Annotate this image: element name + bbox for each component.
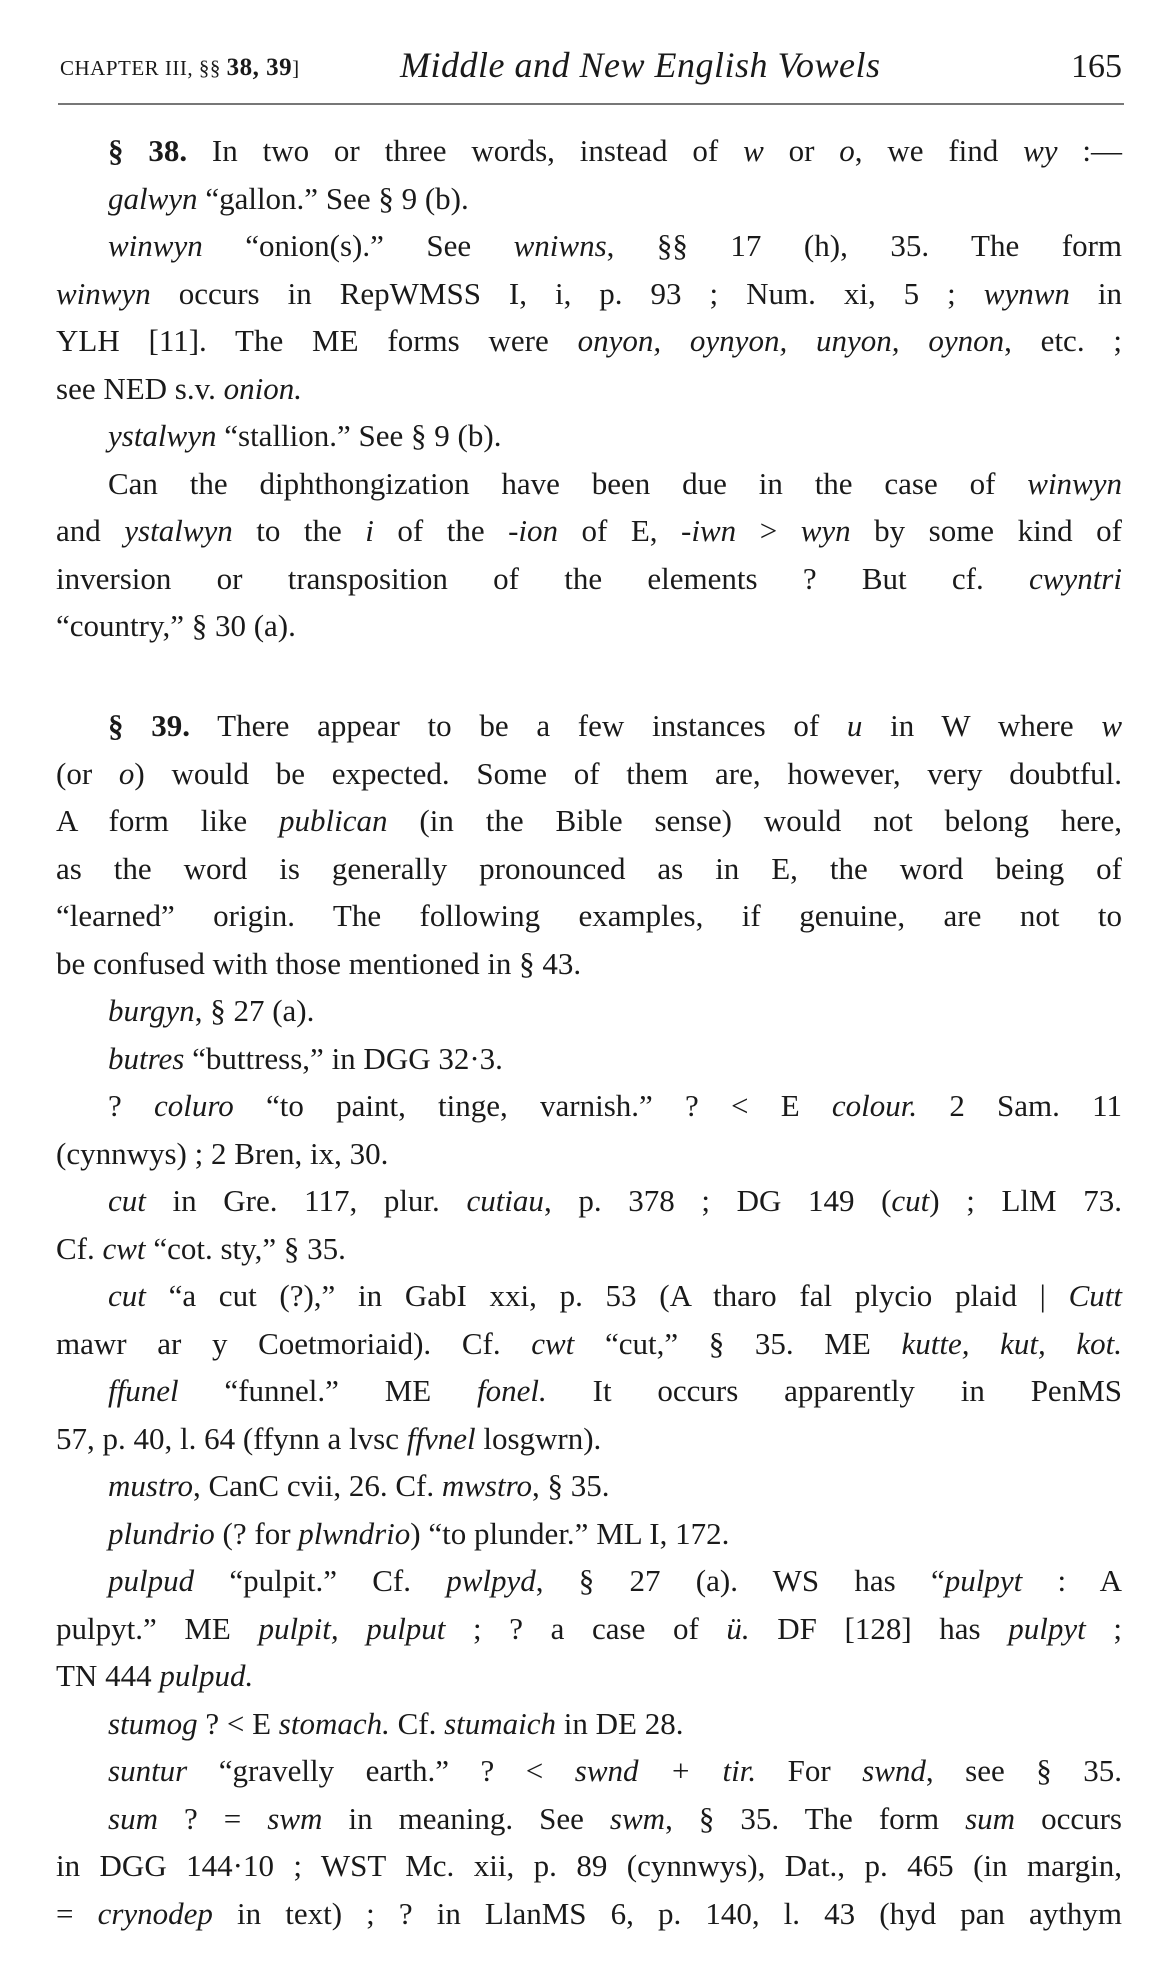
text-run: , see § 35. bbox=[925, 1753, 1122, 1788]
text-line bbox=[56, 365, 1122, 413]
section-mark: § 39. bbox=[108, 708, 190, 743]
section-mark: § 38. bbox=[108, 133, 188, 168]
text-run: “onion(s).” See bbox=[202, 228, 514, 263]
text-run: “buttress,” in DGG 32·3. bbox=[184, 1040, 503, 1076]
italic-term: cwt bbox=[102, 1230, 146, 1266]
text-line bbox=[56, 1415, 1122, 1463]
text-line bbox=[56, 127, 1122, 175]
text-run: “gravelly earth.” ? < bbox=[187, 1753, 575, 1788]
text-run: TN 444 bbox=[56, 1658, 160, 1693]
text-run: “cut,” § 35. ME bbox=[574, 1325, 902, 1361]
italic-term: winwyn bbox=[1027, 465, 1122, 501]
italic-term: coluro bbox=[153, 1088, 234, 1123]
italic-term: wniwns bbox=[513, 228, 607, 263]
text-line bbox=[56, 1177, 1122, 1225]
text-run: : A bbox=[1022, 1563, 1123, 1598]
text-run: In two or three words, instead of bbox=[187, 133, 744, 168]
text-line bbox=[56, 845, 1122, 893]
text-line bbox=[56, 1225, 1122, 1273]
italic-term: w bbox=[1101, 708, 1123, 743]
italic-term: swm bbox=[267, 1800, 323, 1836]
section-39 bbox=[56, 702, 1122, 1937]
text-line bbox=[56, 1320, 1122, 1368]
text-line bbox=[56, 1652, 1122, 1700]
text-line bbox=[56, 270, 1122, 318]
text-line bbox=[56, 412, 1122, 460]
page-title: Middle and New English Vowels bbox=[400, 45, 881, 85]
text-line bbox=[56, 1367, 1122, 1415]
chapter-label: CHAPTER III, §§ bbox=[60, 56, 227, 80]
text-run: “to paint, tinge, varnish.” ? < E bbox=[233, 1088, 832, 1123]
header-rule bbox=[58, 103, 1124, 105]
italic-term: crynodep bbox=[97, 1895, 213, 1931]
italic-term: galwyn bbox=[108, 180, 198, 216]
italic-term: stumog bbox=[108, 1705, 198, 1741]
text-line bbox=[56, 222, 1122, 270]
text-run: (or bbox=[56, 755, 119, 791]
text-line bbox=[56, 460, 1122, 508]
italic-term: swm bbox=[609, 1800, 666, 1836]
italic-term: onyon, oynyon, unyon, oynon bbox=[577, 323, 1005, 358]
italic-term: winwyn bbox=[108, 228, 203, 263]
text-run: in Gre. 117, plur. bbox=[145, 1183, 467, 1218]
text-line bbox=[56, 750, 1122, 798]
italic-term: ystalwyn bbox=[108, 418, 217, 453]
text-line bbox=[56, 602, 1122, 650]
text-run: ; ? a case of bbox=[445, 1610, 727, 1646]
text-run: be confused with those mentioned in § 43. bbox=[56, 945, 582, 981]
italic-term: publican bbox=[279, 803, 388, 838]
italic-term: mustro bbox=[108, 1468, 193, 1503]
italic-term: ü. bbox=[726, 1610, 750, 1646]
text-run: For bbox=[756, 1753, 863, 1788]
text-run: to the bbox=[232, 513, 366, 548]
text-run: 57, p. 40, l. 64 (ffynn a lvsc bbox=[56, 1420, 407, 1456]
text-run: Can the diphthongization have been due in the case of bbox=[108, 465, 1028, 501]
text-run: Cf. bbox=[389, 1705, 445, 1741]
text-run: “pulpit.” Cf. bbox=[194, 1563, 447, 1598]
page-number: 165 bbox=[1071, 48, 1122, 85]
italic-term: winwyn bbox=[56, 275, 151, 311]
italic-term: butres bbox=[108, 1040, 185, 1076]
text-run: “learned” origin. The following examples, if genuine, are not to bbox=[56, 898, 1122, 933]
text-line bbox=[56, 555, 1122, 603]
text-run: , etc. ; bbox=[1004, 323, 1122, 358]
text-run: , §§ 17 (h), 35. The form bbox=[606, 228, 1122, 263]
text-run: “gallon.” See § 9 (b). bbox=[197, 180, 469, 216]
text-run: (? for bbox=[214, 1515, 299, 1551]
text-run: , p. 378 ; DG 149 ( bbox=[543, 1183, 892, 1218]
text-run: see NED s.v. bbox=[56, 370, 224, 406]
italic-term: sum bbox=[965, 1800, 1016, 1836]
text-run: in W where bbox=[862, 708, 1102, 743]
italic-term: colour. bbox=[831, 1088, 918, 1123]
italic-term: plwndrio bbox=[298, 1515, 411, 1551]
text-run: of E, - bbox=[558, 513, 692, 548]
text-run: Cf. bbox=[56, 1230, 103, 1266]
italic-term: ffvnel bbox=[406, 1420, 476, 1456]
text-run: (in the Bible sense) would not belong here, bbox=[387, 803, 1122, 838]
text-run: , we find bbox=[854, 133, 1024, 168]
text-run: occurs in RepWMSS I, i, p. 93 ; Num. xi, 5 ; bbox=[150, 275, 984, 311]
text-run: losgwrn). bbox=[475, 1420, 602, 1456]
text-run: ) “to plunder.” ML I, 172. bbox=[410, 1515, 730, 1551]
italic-term: cut bbox=[891, 1183, 930, 1218]
italic-term: pulpud. bbox=[159, 1658, 254, 1693]
italic-term: fonel. bbox=[477, 1373, 547, 1408]
text-line bbox=[56, 1510, 1122, 1558]
text-run: as the word is generally pronounced as in E, the word being of bbox=[56, 850, 1122, 886]
text-run: inversion or transposition of the elements ? But cf. bbox=[56, 560, 1029, 596]
italic-term: swnd + tir. bbox=[574, 1753, 757, 1788]
text-run: “a cut (?),” in GabI xxi, p. 53 (A tharo fal plycio plaid | bbox=[145, 1278, 1069, 1313]
text-line bbox=[56, 1082, 1122, 1130]
italic-term: ffunel bbox=[108, 1373, 179, 1408]
italic-term: onion. bbox=[223, 370, 302, 406]
text-run: A form like bbox=[56, 803, 280, 838]
text-line bbox=[56, 1842, 1122, 1890]
text-run: There appear to be a few instances of bbox=[189, 708, 847, 743]
italic-term: kutte, kut, kot. bbox=[901, 1325, 1122, 1361]
italic-term: o bbox=[118, 755, 135, 791]
running-header bbox=[60, 40, 1122, 88]
italic-term: ion bbox=[518, 513, 559, 548]
text-run: and bbox=[56, 513, 125, 548]
text-run: “country,” § 30 (a). bbox=[56, 608, 296, 643]
text-run: ? bbox=[108, 1088, 154, 1123]
text-run: in DGG 144·10 ; WST Mc. xii, p. 89 (cynnwys), Dat., p. 465 (in margin, bbox=[56, 1848, 1122, 1883]
text-run: 2 Sam. 11 bbox=[917, 1088, 1122, 1123]
text-run: , CanC cvii, 26. Cf. bbox=[192, 1468, 442, 1503]
text-run: in DE 28. bbox=[556, 1705, 684, 1741]
italic-term: swnd bbox=[862, 1753, 926, 1788]
text-run: in meaning. See bbox=[322, 1800, 610, 1836]
text-run: YLH [11]. The ME forms were bbox=[56, 323, 578, 358]
italic-term: cutiau bbox=[466, 1183, 544, 1218]
italic-term: cut bbox=[108, 1278, 146, 1313]
text-line bbox=[56, 940, 1122, 988]
text-line bbox=[56, 175, 1122, 223]
text-line bbox=[56, 892, 1122, 940]
italic-term: cwyntri bbox=[1029, 560, 1122, 596]
italic-term: stomach. bbox=[278, 1705, 390, 1741]
text-line bbox=[56, 702, 1122, 750]
italic-term: i bbox=[365, 513, 374, 548]
bracket: ] bbox=[292, 56, 300, 80]
text-run: occurs bbox=[1015, 1800, 1122, 1836]
text-run: It occurs apparently in PenMS bbox=[546, 1373, 1122, 1408]
italic-term: cwt bbox=[531, 1325, 575, 1361]
text-line bbox=[56, 1557, 1122, 1605]
italic-term: pulpyt bbox=[944, 1563, 1023, 1598]
italic-term: stumaich bbox=[444, 1705, 557, 1741]
text-line bbox=[56, 1272, 1122, 1320]
text-line bbox=[56, 1747, 1122, 1795]
text-run: :— bbox=[1057, 133, 1122, 168]
text-run: , § 27 (a). WS has “ bbox=[535, 1563, 945, 1598]
text-line bbox=[56, 1130, 1122, 1178]
italic-term: sum bbox=[108, 1800, 158, 1836]
italic-term: mwstro bbox=[441, 1468, 532, 1503]
text-line bbox=[56, 1462, 1122, 1510]
text-run: DF [128] has bbox=[749, 1610, 1009, 1646]
text-line bbox=[56, 1605, 1122, 1653]
text-line bbox=[56, 1035, 1122, 1083]
text-line bbox=[56, 317, 1122, 365]
text-run: (cynnwys) ; 2 Bren, ix, 30. bbox=[56, 1135, 389, 1171]
text-run: by some kind of bbox=[850, 513, 1123, 548]
chapter-reference bbox=[60, 54, 300, 82]
italic-term: plundrio bbox=[108, 1515, 215, 1551]
text-run: “funnel.” ME bbox=[178, 1373, 478, 1408]
text-run: ? = bbox=[157, 1800, 268, 1836]
text-run: of the - bbox=[373, 513, 519, 548]
italic-term: iwn bbox=[691, 513, 737, 548]
italic-term: pulpud bbox=[108, 1563, 195, 1598]
italic-term: Cutt bbox=[1068, 1278, 1122, 1313]
text-run: mawr ar y Coetmoriaid). Cf. bbox=[56, 1325, 532, 1361]
text-line bbox=[56, 987, 1122, 1035]
text-run: = bbox=[56, 1895, 98, 1931]
text-run: in text) ; ? in LlanMS 6, p. 140, l. 43 (hyd pan aythym bbox=[212, 1895, 1123, 1931]
text-run: ? < E bbox=[197, 1705, 279, 1741]
italic-term: wyn bbox=[800, 513, 851, 548]
text-run: or bbox=[763, 133, 840, 168]
text-line bbox=[56, 507, 1122, 555]
text-run: “stallion.” See § 9 (b). bbox=[216, 418, 502, 453]
text-run: in bbox=[1069, 275, 1122, 311]
italic-term: w bbox=[743, 133, 764, 168]
italic-term: cut bbox=[108, 1183, 146, 1218]
text-run: , § 35. The form bbox=[665, 1800, 966, 1836]
italic-term: u bbox=[846, 708, 863, 743]
text-run: , § 27 (a). bbox=[194, 993, 315, 1028]
text-line bbox=[56, 1700, 1122, 1748]
text-line bbox=[56, 1890, 1122, 1938]
text-line bbox=[56, 797, 1122, 845]
section-38 bbox=[56, 127, 1122, 650]
italic-term: wy bbox=[1023, 133, 1058, 168]
italic-term: wynwn bbox=[983, 275, 1070, 311]
text-run: ) ; LlM 73. bbox=[929, 1183, 1122, 1218]
text-run: , § 35. bbox=[532, 1468, 610, 1503]
text-run: > bbox=[736, 513, 801, 548]
text-run: ) would be expected. Some of them are, however, very doubtful. bbox=[134, 755, 1122, 791]
italic-term: o bbox=[839, 133, 855, 168]
text-run: “cot. sty,” § 35. bbox=[145, 1230, 346, 1266]
italic-term: burgyn bbox=[108, 993, 195, 1028]
text-run: ; bbox=[1085, 1610, 1122, 1646]
section-numbers: 38, 39 bbox=[226, 54, 293, 81]
text-run: pulpyt.” ME bbox=[56, 1610, 259, 1646]
italic-term: suntur bbox=[108, 1753, 188, 1788]
italic-term: ystalwyn bbox=[124, 513, 233, 548]
italic-term: pwlpyd bbox=[446, 1563, 536, 1598]
italic-term: pulpit, pulput bbox=[258, 1610, 446, 1646]
italic-term: pulpyt bbox=[1008, 1610, 1086, 1646]
text-line bbox=[56, 1795, 1122, 1843]
